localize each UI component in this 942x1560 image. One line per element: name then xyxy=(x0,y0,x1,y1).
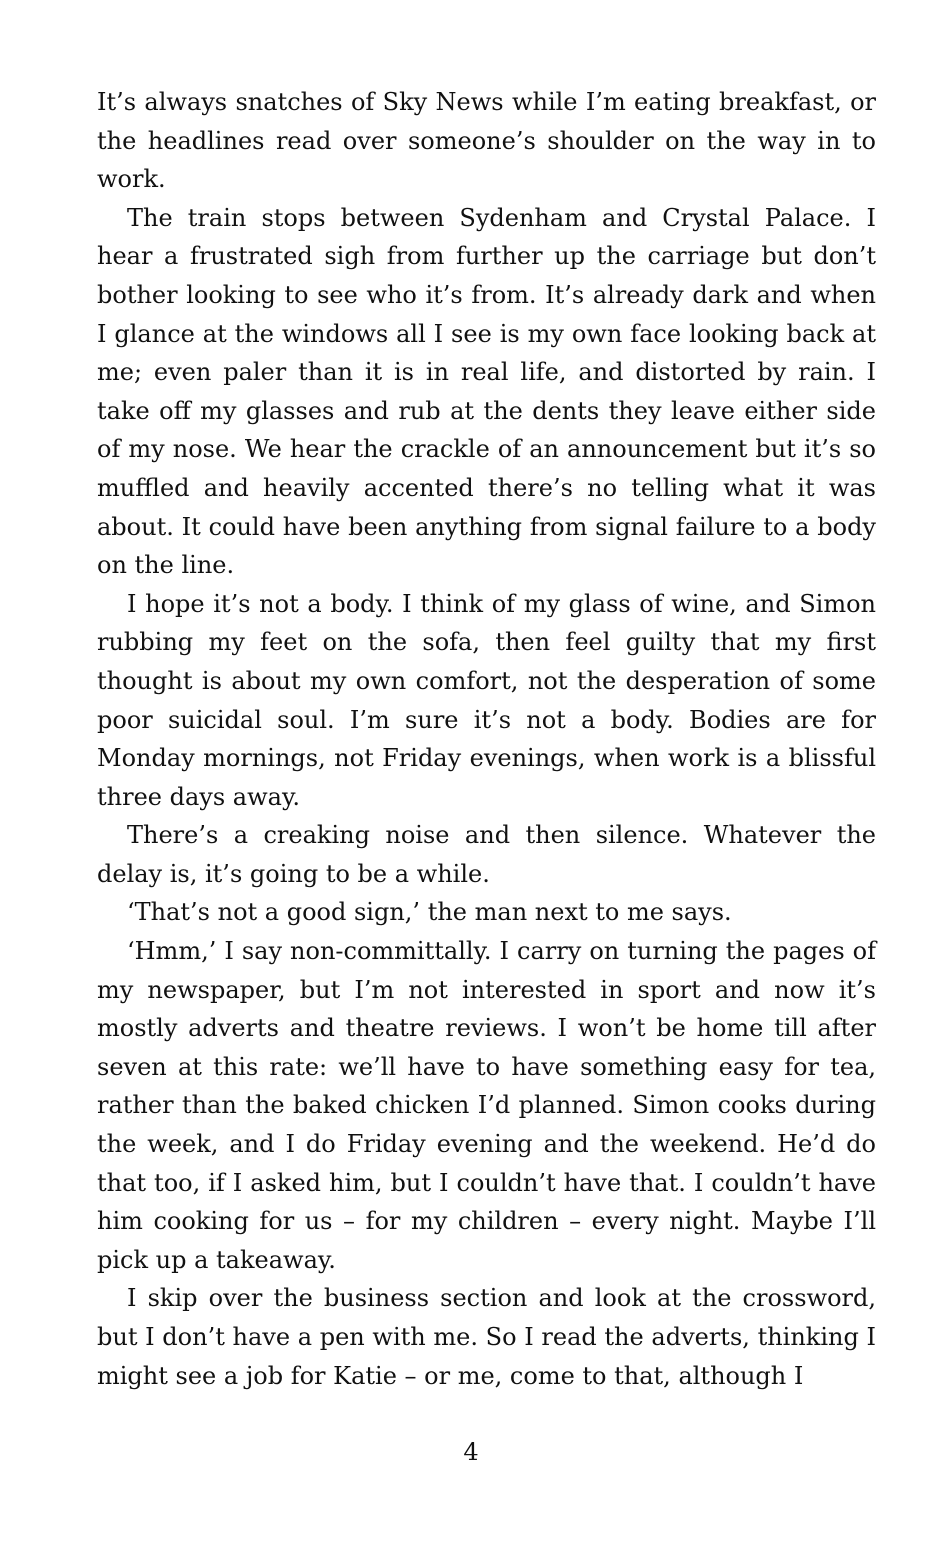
paragraph-6: ‘Hmm,’ I say non-committally. I carry on turning the pages of my newspaper, but I’m not interested in sport and now it’s mostly adverts and theatre reviews. I won’t be home till after seven at this rate: we’ll have to have something easy for tea, rather than the baked chicken I’d planned. Simon cooks during the week, and I do Friday evening and the weekend. He’d do that too, if I asked him, but I couldn’t have that. I couldn’t have him cooking for us – for my children – every night. Maybe I’ll pick up a takeaway. xyxy=(97,937,876,1274)
paragraph-2: The train stops between Sydenham and Crystal Palace. I hear a frustrated sigh from further up the carriage but don’t bother looking to see who it’s from. It’s already dark and when I glance at the windows all I see is my own face looking back at me; even paler than it is in real life, and distorted by rain. I take off my glasses and rub at the dents they leave either side of my nose. We hear the crackle of an announcement but it’s so muffled and heavily accented there’s no telling what it was about. It could have been anything from signal failure to a body on the line. xyxy=(97,203,876,580)
paragraph-5: ‘That’s not a good sign,’ the man next to me says. xyxy=(127,898,732,927)
paragraph-3: I hope it’s not a body. I think of my glass of wine, and Simon rubbing my feet on the sofa, then feel guilty that my first thought is about my own comfort, not the desperation of some poor suicidal soul. I’m sure it’s not a body. Bodies are for Monday mornings, not Friday evenings, when work is a blissful three days away. xyxy=(97,589,876,811)
paragraph-4: There’s a creaking noise and then silence. Whatever the delay is, it’s going to be a while. xyxy=(97,821,876,888)
body-text xyxy=(97,83,876,1395)
paragraph-1: It’s always snatches of Sky News while I’m eating breakfast, or the headlines read over someone’s shoulder on the way in to work. xyxy=(97,88,876,194)
paragraph-7: I skip over the business section and look at the crossword, but I don’t have a pen with me. So I read the adverts, thinking I might see a job for Katie – or me, come to that, although I xyxy=(97,1284,876,1390)
page-number: 4 xyxy=(463,1438,479,1466)
